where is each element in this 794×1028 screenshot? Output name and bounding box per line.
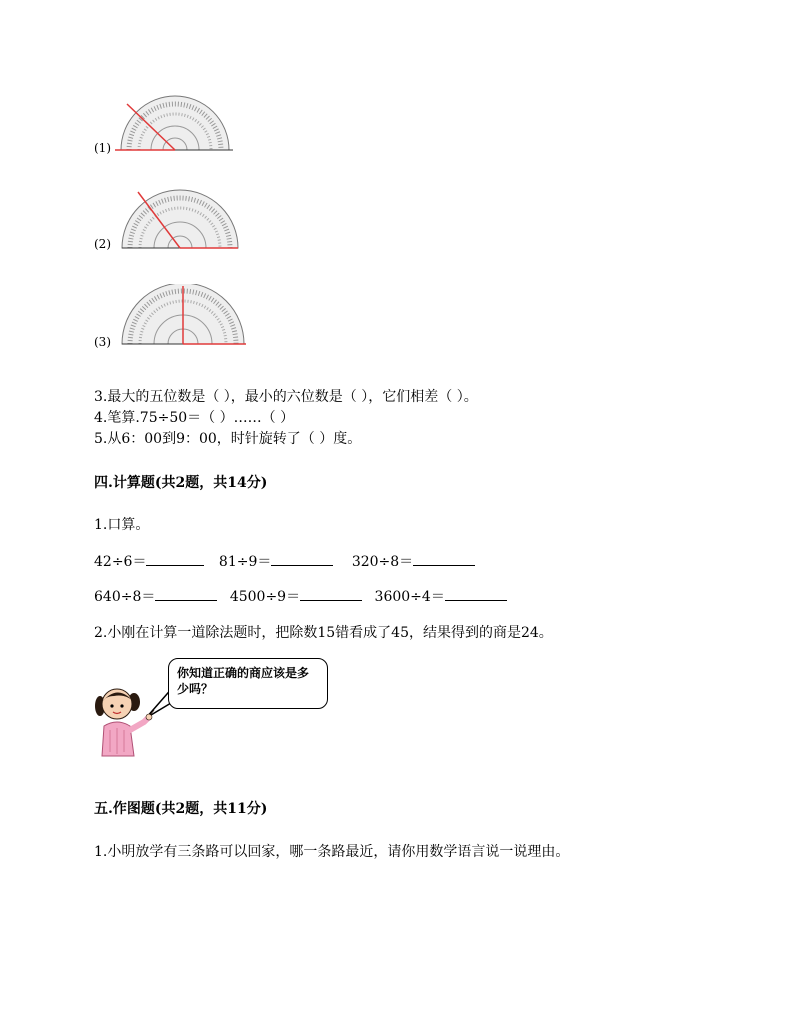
question-4: 4.笔算.75÷50＝（ ）……（ ）	[94, 410, 295, 426]
protractor-1-figure	[115, 92, 235, 154]
oral-calc-item: 42÷6＝	[94, 554, 204, 570]
section-5-heading: 五.作图题(共2题，共11分)	[94, 801, 268, 817]
answer-blank[interactable]	[445, 588, 507, 601]
oral-calc-item: 81÷9＝	[219, 554, 333, 570]
oral-calc-row-2	[94, 586, 507, 606]
protractor-3-figure	[118, 284, 248, 348]
oral-calc-item: 4500÷9＝	[230, 589, 362, 605]
answer-blank[interactable]	[271, 553, 333, 566]
answer-blank[interactable]	[413, 553, 475, 566]
speech-bubble: 你知道正确的商应该是多少吗？	[168, 658, 328, 709]
oral-calc-item: 320÷8＝	[352, 554, 475, 570]
protractor-2-figure	[118, 188, 242, 252]
oral-calc-row-1	[94, 551, 475, 571]
section-4-q2-text: 2.小刚在计算一道除法题时，把除数15错看成了45，结果得到的商是24。	[94, 625, 553, 641]
oral-calc-item: 640÷8＝	[94, 589, 217, 605]
oral-calc-item: 3600÷4＝	[375, 589, 507, 605]
section-4-q1-title: 1.口算。	[94, 517, 150, 533]
protractor-3-label: (3)	[94, 335, 111, 349]
answer-blank[interactable]	[146, 553, 204, 566]
protractor-2-label: (2)	[94, 237, 111, 251]
question-3: 3.最大的五位数是（ ），最小的六位数是（ ），它们相差（ ）。	[94, 389, 478, 405]
section-4-heading: 四.计算题(共2题，共14分)	[94, 475, 268, 491]
girl-illustration	[90, 682, 160, 758]
answer-blank[interactable]	[300, 588, 362, 601]
answer-blank[interactable]	[155, 588, 217, 601]
protractor-1-label: (1)	[94, 141, 111, 155]
section-5-q1-text: 1.小明放学有三条路可以回家，哪一条路最近，请你用数学语言说一说理由。	[94, 844, 570, 860]
question-5: 5.从6：00到9：00，时针旋转了（ ）度。	[94, 431, 362, 447]
